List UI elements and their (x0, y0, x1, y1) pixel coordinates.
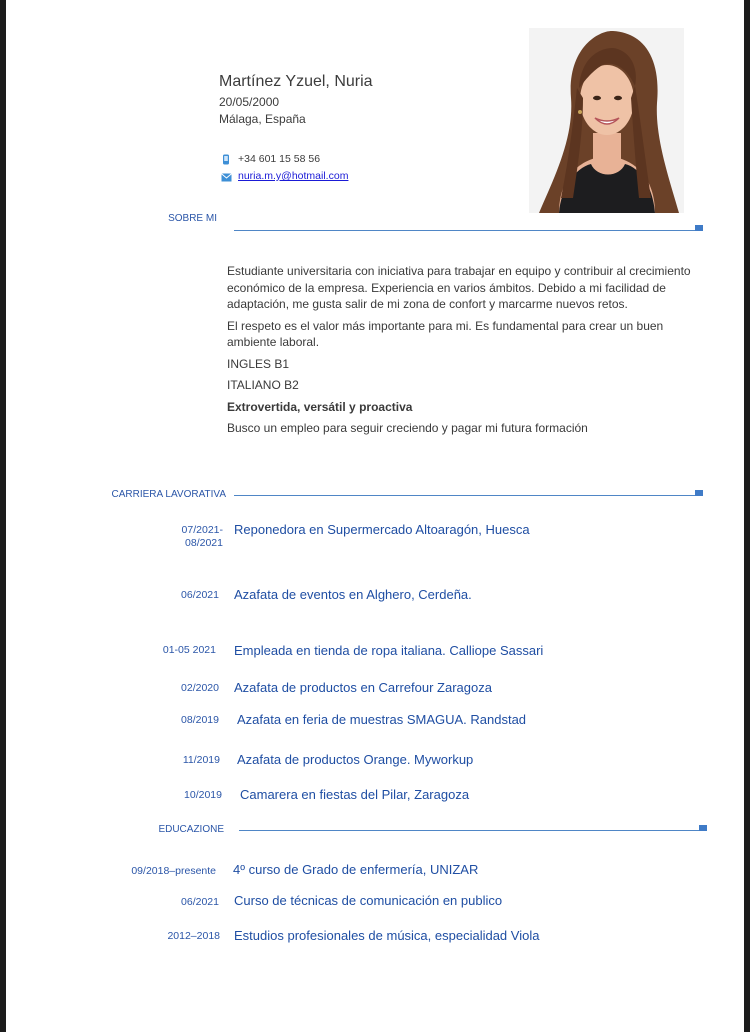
rule-marker (699, 825, 707, 831)
education-date: 2012–2018 (167, 930, 220, 942)
career-date: 08/2019 (181, 714, 219, 726)
language-english: INGLES B1 (227, 356, 290, 371)
location: Málaga, España (219, 112, 306, 126)
career-date: 11/2019 (182, 754, 220, 766)
about-heading: SOBRE MI (168, 213, 217, 224)
email-link[interactable]: nuria.m.y@hotmail.com (238, 170, 349, 182)
rule-marker (695, 225, 703, 231)
envelope-icon (221, 169, 231, 179)
birthdate: 20/05/2000 (219, 95, 280, 109)
language-italian: ITALIANO B2 (227, 378, 299, 392)
about-paragraph: Estudiante universitaria con iniciativa para trabajar en equipo y contribuir al crecimiento económico de la empresa. Experiencia en varios ámbitos. Debido a mi facilidad de adaptación, me gusta salir de mi zona de confort y marcarme nuevos retos. (227, 264, 691, 311)
career-item: Reponedora en Supermercado Altoaragón, Huesca (234, 522, 530, 537)
about-content (227, 263, 697, 437)
phone-number: +34 601 15 58 56 (238, 153, 321, 165)
career-item: Azafata de productos Orange. Myworkup (237, 752, 474, 767)
profile-photo (529, 28, 684, 213)
career-date: 01-05 2021 (162, 644, 216, 656)
traits: Extrovertida, versátil y proactiva (227, 399, 413, 414)
education-heading: EDUCAZIONE (158, 824, 224, 835)
career-item: Azafata en feria de muestras SMAGUA. Randstad (237, 712, 527, 727)
cv-page (6, 0, 744, 1032)
career-item: Azafata de productos en Carrefour Zaragoza (234, 680, 492, 695)
career-item: Azafata de eventos en Alghero, Cerdeña. (234, 587, 472, 602)
career-date: 07/2021- 08/2021 (181, 524, 223, 549)
career-date: 06/2021 (181, 589, 219, 601)
section-rule (239, 830, 704, 831)
goal: Busco un empleo para seguir creciendo y pagar mi futura formación (227, 421, 588, 435)
career-item: Empleada en tienda de ropa italiana. Calliope Sassari (234, 643, 544, 658)
education-item: Curso de técnicas de comunicación en publico (234, 893, 503, 908)
about-paragraph: El respeto es el valor más importante para mi. Es fundamental para crear un buen ambiente laboral. (227, 318, 664, 349)
career-item: Camarera en fiestas del Pilar, Zaragoza (240, 787, 470, 802)
career-heading: CARRIERA LAVORATIVA (111, 489, 226, 500)
career-date: 10/2019 (184, 789, 222, 801)
section-rule (234, 230, 699, 231)
phone-icon (221, 152, 231, 162)
education-item: Estudios profesionales de música, especialidad Viola (234, 928, 540, 943)
section-rule (234, 495, 699, 496)
education-date: 09/2018–presente (131, 865, 216, 877)
career-date: 02/2020 (181, 682, 219, 694)
education-item: 4º curso de Grado de enfermería, UNIZAR (233, 862, 479, 877)
person-name: Martínez Yzuel, Nuria (219, 73, 373, 90)
education-date: 06/2021 (181, 896, 219, 908)
rule-marker (695, 490, 703, 496)
